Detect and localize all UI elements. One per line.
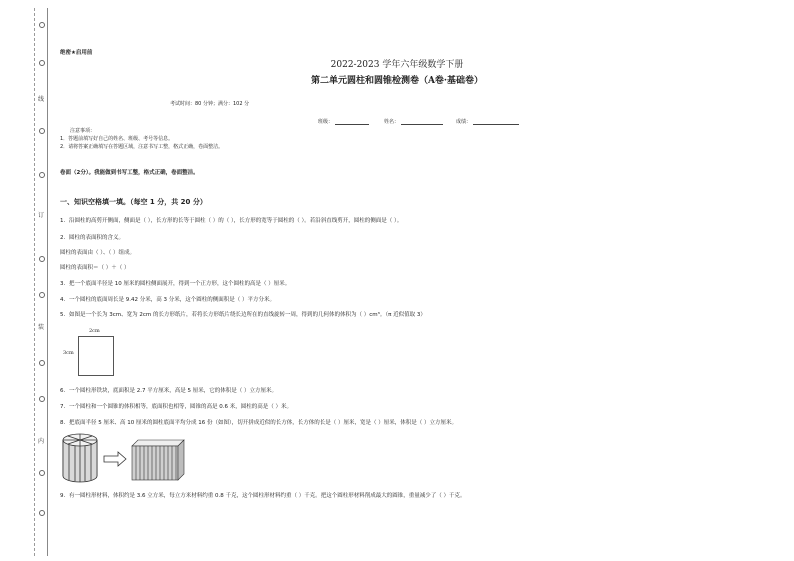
question-2b: 圆柱的表面积＝（ ）＋（ ） [60, 265, 130, 271]
notes-item: 1．答题前填写好自己的姓名、班级、考号等信息。 [60, 136, 174, 142]
binding-hole [39, 256, 45, 262]
page-title-line2: 第二单元圆柱和圆锥检测卷（A卷·基础卷） [310, 76, 484, 86]
arrow-icon [104, 452, 126, 466]
question-5: 5．如图是一个长为 3cm、宽为 2cm 的长方形纸片，若将长方形纸片绕长边所在的直线旋转一周，得到的几何体的体积为（ ）cm³。（π 近似值取 3） [60, 312, 426, 318]
neatness-requirement: 卷面（2分）。我能做到书写工整，格式正确，卷面整洁。 [60, 170, 199, 176]
name-field-label: 姓名： [384, 119, 400, 125]
binding-hole [39, 22, 45, 28]
sliced-cylinder [63, 434, 97, 482]
cylinder-to-cuboid-figure [60, 432, 190, 484]
binding-hole [39, 360, 45, 366]
score-field[interactable] [456, 118, 519, 125]
binding-solid-line [47, 8, 48, 556]
class-field[interactable] [318, 118, 369, 125]
binding-dashed-line [34, 8, 35, 556]
question-9: 9．有一圆柱形材料，体积约是 3.6 立方米，每立方米材料约重 0.8 千克，这个圆柱形材料约重（ ）千克。把这个圆柱形材料削成最大的圆锥，重量减少了（ ）千克。 [60, 493, 466, 499]
score-field-blank[interactable] [473, 118, 519, 125]
rectangle-figure [78, 336, 114, 376]
binding-hole [39, 292, 45, 298]
class-field-label: 班级： [318, 119, 334, 125]
binding-char: 订 [38, 212, 45, 219]
page-title-line1: 2022-2023 学年六年级数学下册 [330, 60, 464, 70]
binding-char: 装 [38, 324, 45, 331]
binding-hole [39, 510, 45, 516]
binding-hole [39, 470, 45, 476]
question-2a: 圆柱的表面由（ ）、（ ）组成。 [60, 250, 135, 256]
notes-heading: 注意事项： [70, 128, 96, 134]
approximate-cuboid [132, 440, 184, 480]
binding-char: 线 [38, 96, 45, 103]
question-4: 4．一个圆柱的底面周长是 9.42 分米，高 3 分米，这个圆柱的侧面积是（ ）平方分米。 [60, 297, 275, 303]
question-8: 8．把底面半径 5 厘米、高 10 厘米的圆柱底面平均分成 16 份（如图），切开拼成近似的长方体，长方体的长是（ ）厘米，宽是（ ）厘米，体积是（ ）立方厘米。 [60, 420, 457, 426]
binding-char: 内 [38, 438, 45, 445]
question-6: 6．一个圆柱形铁块，底面积是 2.7 平方厘米，高是 5 厘米，它的体积是（ ）立方厘米。 [60, 388, 277, 394]
name-field-blank[interactable] [401, 118, 443, 125]
name-field[interactable] [384, 118, 443, 125]
notes-item: 2．请将答案正确填写在答题区域，注意书写工整，格式正确，卷面整洁。 [60, 144, 224, 150]
class-field-blank[interactable] [335, 118, 369, 125]
figure-width-label: 2cm [89, 328, 100, 334]
binding-hole [39, 172, 45, 178]
binding-hole [39, 396, 45, 402]
binding-hole [39, 128, 45, 134]
figure-height-label: 3cm [63, 350, 74, 356]
secret-label: 绝密★启用前 [60, 50, 93, 56]
question-2: 2．圆柱的表面积的含义。 [60, 235, 125, 241]
score-field-label: 成绩： [456, 119, 472, 125]
question-3: 3．把一个底面半径是 10 厘米的圆柱侧面展开，得到一个正方形，这个圆柱的高是（ ）厘米。 [60, 281, 291, 287]
question-1: 1．沿圆柱的高剪开侧面，侧面是（ ），长方形的长等于圆柱（ ）的（ ），长方形的宽等于圆柱的（ ）。若沿斜直线剪开，圆柱的侧面是（ ）。 [60, 218, 403, 224]
section-heading: 一、知识空格填一填。（每空 1 分，共 20 分） [60, 198, 207, 206]
exam-info: 考试时间：80 分钟；满分：102 分 [170, 101, 250, 107]
question-7: 7．一个圆柱和一个圆锥的体积相等，底面积也相等，圆锥的高是 0.6 米，圆柱的高是（ ）米。 [60, 404, 292, 410]
